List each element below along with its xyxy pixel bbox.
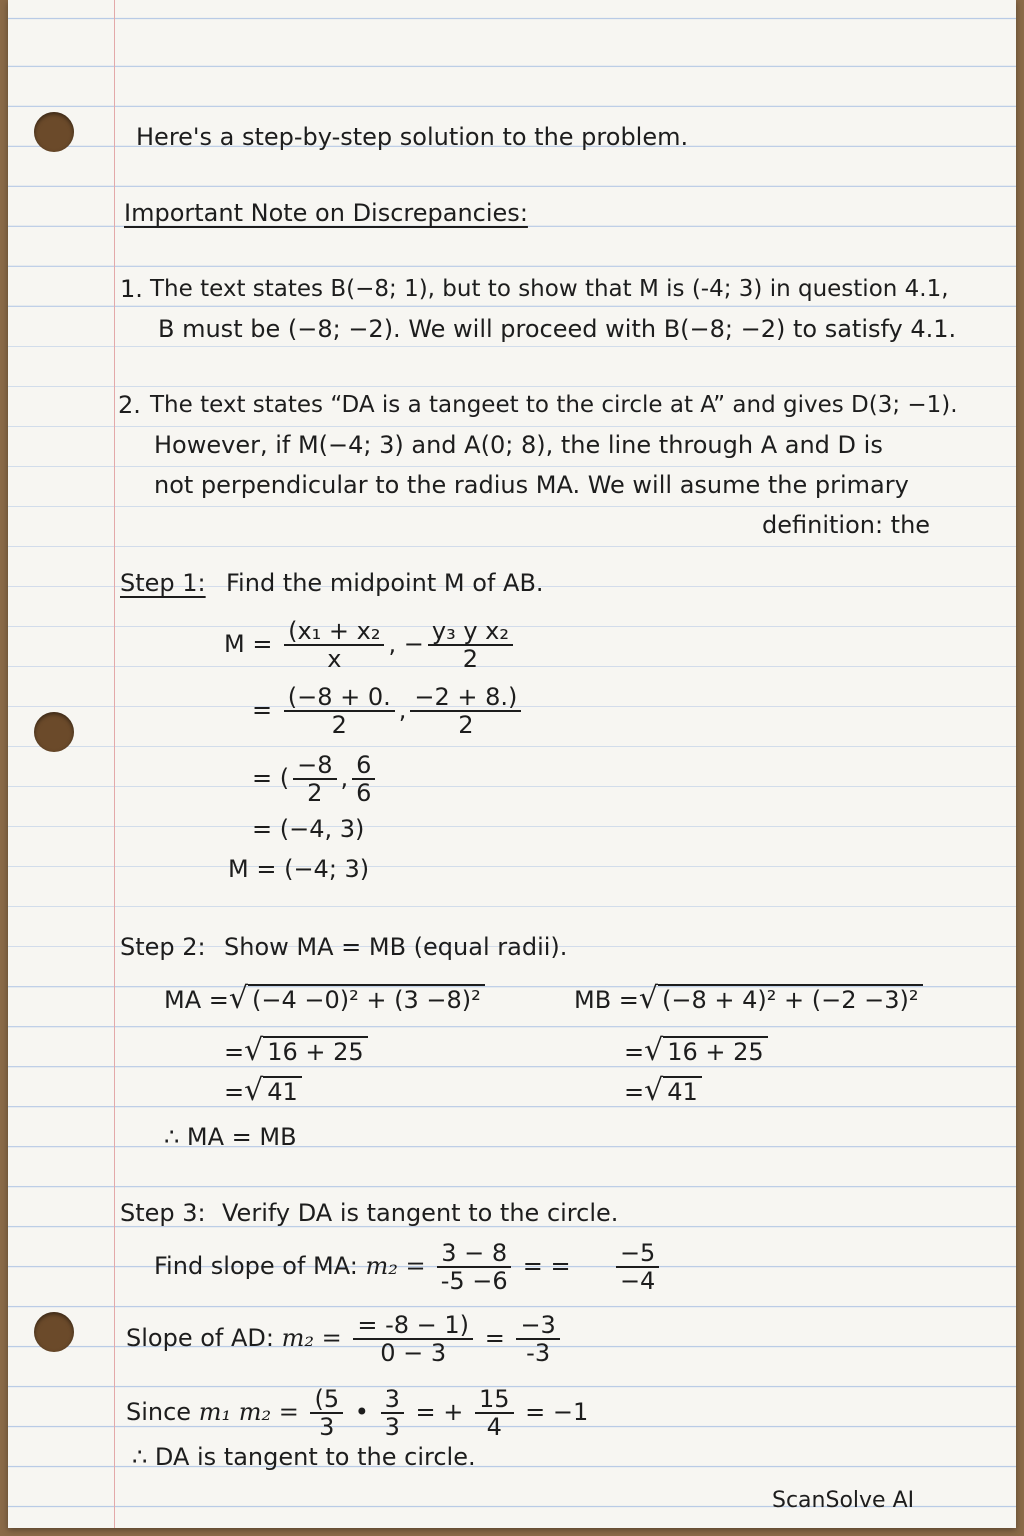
note2-line2: However, if M(−4; 3) and A(0; 8), the line through A and D is: [154, 431, 883, 459]
step1-l1-lhs: M =: [224, 630, 273, 658]
mb-line3: =√ 41: [624, 1076, 702, 1107]
step2-label: Step 2:: [120, 933, 206, 961]
step1-label: Step 1:: [120, 569, 206, 597]
step3-label: Step 3:: [120, 1199, 206, 1227]
step1-l3-frac1: $\frac{-8}{2}$: [293, 752, 336, 806]
step2-conclusion: ∴ MA = MB: [164, 1123, 297, 1151]
ma-line3: =√ 41: [224, 1076, 302, 1107]
slope-ma-line: Find slope of MA: m₂ = $\frac{3 - 8}{-5 -6}$ = = $\frac{-5}{-4}$: [154, 1240, 663, 1294]
step3-conclusion: ∴ DA is tangent to the circle.: [132, 1443, 476, 1471]
ma-line2: =√ 16 + 25: [224, 1036, 368, 1067]
note2-line4: definition: the: [762, 511, 931, 539]
notebook-page: [8, 0, 1016, 1528]
punch-hole-middle: [34, 712, 74, 752]
step1-l2-frac1: $\frac{(-8 + 0.}{2}$: [284, 684, 395, 738]
step1-l1-frac1: $\frac{\text{(x₁ + x₂}}{x}$: [284, 618, 384, 672]
step2-title: Show MA = MB (equal radii).: [224, 933, 568, 961]
slope-ad-result: $\frac{-3}{-3}$: [516, 1312, 559, 1366]
margin-line: [114, 0, 115, 1528]
since-line: Since m₁ m₂ = $\frac{(5}{3}$ • $\frac{3}{3}$ = + $\frac{15}{4}$ = −1: [126, 1385, 589, 1441]
since-frac2: $\frac{3}{3}$: [381, 1386, 404, 1440]
slope-ma-frac: $\frac{3 - 8}{-5 -6}$: [437, 1240, 511, 1294]
mb-line1: MB =√ (−8 + 4)² + (−2 −3)²: [574, 984, 923, 1015]
slope-ad-line: Slope of AD: m₂ = $\frac{= -8 - 1)}{0 - 3}$ = $\frac{-3}{-3}$: [126, 1312, 564, 1366]
note2-number: 2.: [118, 391, 141, 419]
slope-ma-result: $\frac{-5}{-4}$: [616, 1240, 659, 1294]
step1-substitution-line: = $\frac{(-8 + 0.}{2}$ , $\frac{-2 + 8.)}{2}$: [252, 684, 525, 738]
step1-result-line: = (−4, 3): [252, 815, 365, 843]
step1-title: Find the midpoint M of AB.: [226, 569, 544, 597]
note1-number: 1.: [120, 275, 143, 303]
step1-l3-frac2: $\frac{6}{6}$: [352, 752, 375, 806]
step1-l2-frac2: $\frac{-2 + 8.)}{2}$: [410, 684, 521, 738]
step1-l1-frac2: $\frac{\text{y₃ y x₂}}{2}$: [428, 618, 513, 672]
ma-line1: MA =√ (−4 −0)² + (3 −8)²: [164, 984, 485, 1015]
intro-text: Here's a step-by-step solution to the problem.: [136, 123, 689, 151]
punch-hole-top: [34, 112, 74, 152]
mb-line2: =√ 16 + 25: [624, 1036, 768, 1067]
punch-hole-bottom: [34, 1312, 74, 1352]
note2-line1: The text states “DA is a tangeet to the circle at A” and gives D(3; −1).: [150, 392, 958, 418]
since-frac1: $\frac{(5}{3}$: [310, 1386, 343, 1440]
note1-line2: B must be (−8; −2). We will proceed with B(−8; −2) to satisfy 4.1.: [158, 315, 957, 343]
since-frac3: $\frac{15}{4}$: [475, 1386, 514, 1440]
slope-ad-frac: $\frac{= -8 - 1)}{0 - 3}$: [353, 1312, 473, 1366]
step1-l1-sep: , −: [388, 630, 424, 658]
note1-line1: The text states B(−8; 1), but to show that M is (-4; 3) in question 4.1,: [150, 276, 949, 302]
step1-formula-line: [224, 618, 517, 672]
note2-line3: not perpendicular to the radius MA. We will asume the primary: [154, 471, 909, 499]
step1-final-line: M = (−4; 3): [228, 855, 370, 883]
step3-title: Verify DA is tangent to the circle.: [222, 1199, 619, 1227]
step1-simplify-line: = ( $\frac{-8}{2}$ , $\frac{6}{6}$: [252, 752, 379, 806]
signature: ScanSolve AI: [772, 1488, 915, 1513]
note-heading: Important Note on Discrepancies:: [124, 199, 528, 227]
